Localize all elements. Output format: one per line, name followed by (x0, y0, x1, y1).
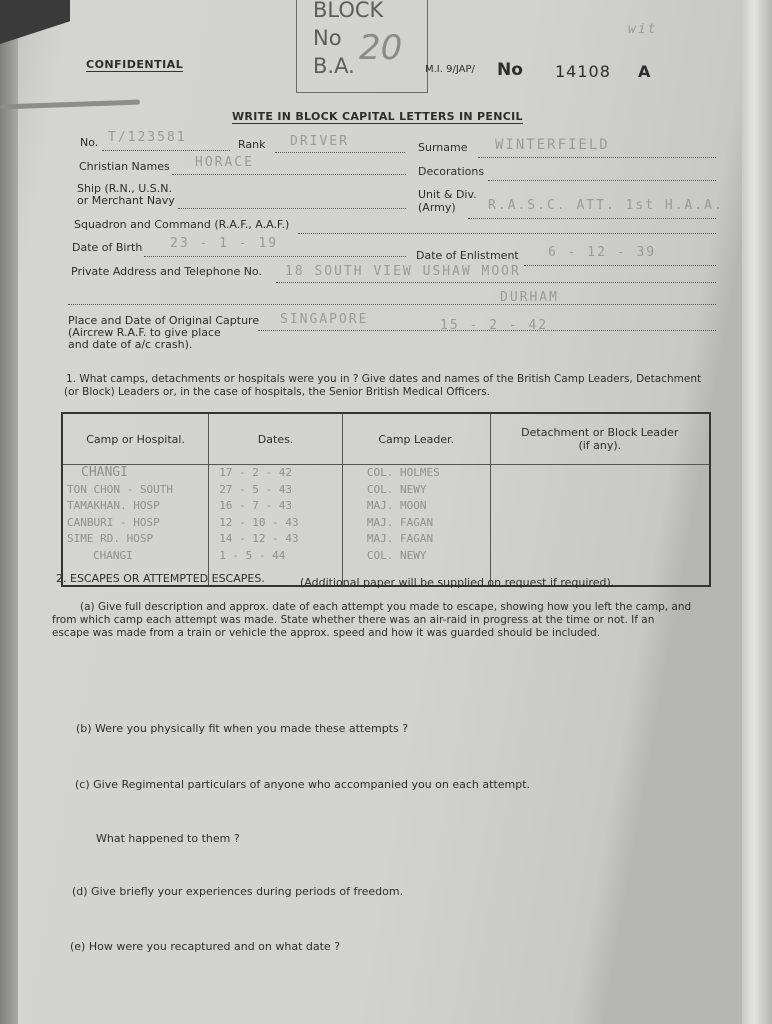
leader-entry: COL. HOLMES (366, 466, 440, 479)
camp-entry: SIME RD. HOSP (67, 532, 154, 545)
leader-entry: MAJ. FAGAN (366, 515, 434, 529)
stamp-line-2: No (313, 26, 342, 50)
unit-label-2: (Army) (418, 201, 456, 214)
page-edge (742, 0, 772, 1024)
date-entry: 16 - 7 - 43 (219, 499, 293, 512)
stamp-line-1: BLOCK (313, 0, 384, 22)
dates-column (209, 465, 343, 587)
detachment-column (490, 465, 710, 587)
date-entry: 1 - 5 - 44 (219, 548, 286, 562)
unit-value: R.A.S.C. ATT. 1st H.A.A. (488, 198, 724, 213)
binding-tape (0, 0, 70, 44)
capture-place: SINGAPORE (280, 312, 369, 327)
binder-shadow (0, 0, 18, 1024)
unit-label-1: Unit & Div. (418, 188, 477, 201)
question-2e: (e) How were you recaptured and on what date ? (70, 940, 341, 953)
serial-number: 14108 (555, 62, 611, 81)
capture-date: 15 - 2 - 42 (440, 318, 549, 333)
leader-entry: COL. NEWY (366, 482, 427, 496)
camp-entry: CHANGI (81, 465, 128, 480)
leader-entry: COL. NEWY (366, 548, 427, 562)
question-2a-line-1: (a) Give full description and approx. date of each attempt you made to escape, showing how you left the camp, and (80, 601, 692, 613)
binding-string (0, 100, 140, 110)
camp-column (62, 465, 209, 587)
dob-dotted-line (144, 256, 406, 257)
squadron-dotted-line (298, 233, 716, 234)
unit-dotted-line (468, 218, 716, 219)
camp-entry: CANBURI - HOSP (67, 515, 160, 529)
date-entry: 12 - 10 - 43 (219, 515, 299, 529)
question-2c-sub: What happened to them ? (96, 832, 240, 845)
ship-dotted-line (178, 208, 406, 209)
capture-label-2: (Aircrew R.A.F. to give place (68, 326, 221, 339)
form-code: M.I. 9/JAP/ (425, 64, 475, 75)
camp-entry: TON CHON - SOUTH (67, 482, 173, 496)
christian-names-value: HORACE (195, 155, 254, 170)
date-entry: 14 - 12 - 43 (219, 532, 299, 545)
leader-entry: MAJ. MOON (366, 499, 427, 512)
question-2d: (d) Give briefly your experiences during periods of freedom. (72, 885, 404, 898)
dob-value: 23 - 1 - 19 (170, 236, 279, 251)
leader-entry: MAJ. FAGAN (366, 532, 434, 545)
surname-value: WINTERFIELD (495, 137, 610, 153)
surname-label: Surname (418, 141, 468, 154)
enlistment-dotted-line (524, 265, 716, 266)
address-dotted-line-2 (68, 304, 716, 305)
corner-note: wit (628, 22, 658, 37)
leader-column (342, 465, 490, 587)
address-label: Private Address and Telephone No. (71, 265, 262, 278)
camp-entry: TAMAKHAN. HOSP (67, 499, 160, 512)
capture-label-3: and date of a/c crash). (68, 338, 193, 351)
decorations-dotted-line (488, 180, 716, 181)
enlistment-label: Date of Enlistment (416, 249, 519, 262)
header-dates: Dates. (209, 413, 343, 465)
rank-dotted-line (275, 152, 405, 153)
question-1-line-2: (or Block) Leaders or, in the case of hospitals, the Senior British Medical Officers. (64, 386, 491, 398)
question-2a-line-2: from which camp each attempt was made. State whether there was an air-raid in progress at the time or not. If an (52, 614, 655, 626)
no-label: No. (80, 136, 99, 149)
date-entry: 17 - 2 - 42 (219, 466, 293, 479)
camps-table (61, 412, 711, 587)
date-entry: 27 - 5 - 43 (219, 482, 293, 496)
question-2c: (c) Give Regimental particulars of anyone who accompanied you on each attempt. (75, 778, 531, 791)
question-1-line-1: 1. What camps, detachments or hospitals were you in ? Give dates and names of the British Camp Leaders, Detachment (66, 373, 702, 385)
header-detachment-leader: Detachment or Block Leader (if any). (490, 413, 710, 465)
camp-entry: CHANGI (93, 548, 133, 562)
header-camp: Camp or Hospital. (62, 413, 209, 465)
christian-names-label: Christian Names (79, 160, 170, 173)
block-stamp (296, 0, 428, 93)
rank-label: Rank (238, 138, 266, 151)
ship-label-1: Ship (R.N., U.S.N. (77, 182, 172, 195)
no-dotted-line (102, 150, 230, 151)
form-heading: WRITE IN BLOCK CAPITAL LETTERS IN PENCIL (232, 110, 523, 123)
decorations-label: Decorations (418, 165, 485, 178)
capture-label-1: Place and Date of Original Capture (68, 314, 260, 327)
dob-label: Date of Birth (72, 241, 143, 254)
christian-dotted-line (172, 174, 406, 175)
serial-suffix: A (638, 62, 651, 81)
number-symbol: No (497, 60, 523, 80)
enlistment-value: 6 - 12 - 39 (548, 245, 657, 260)
squadron-label: Squadron and Command (R.A.F., A.A.F.) (74, 218, 290, 231)
rank-value: DRIVER (290, 134, 349, 149)
address-line-1: 18 SOUTH VIEW USHAW MOOR (285, 264, 521, 279)
address-dotted-line-1 (276, 282, 716, 283)
header-camp-leader: Camp Leader. (342, 413, 490, 465)
ship-label-2: or Merchant Navy (77, 194, 175, 207)
no-value: T/123581 (108, 130, 187, 145)
question-2b: (b) Were you physically fit when you made these attempts ? (76, 722, 409, 735)
stamp-line-3: B.A. (313, 54, 355, 78)
question-2a-line-3: escape was made from a train or vehicle the approx. speed and how it was guarded should be included. (52, 627, 601, 639)
address-line-2: DURHAM (500, 290, 559, 305)
question-2-note: (Additional paper will be supplied on request if required). (300, 576, 615, 589)
surname-dotted-line (478, 157, 716, 158)
question-2-title: 2. ESCAPES OR ATTEMPTED ESCAPES. (56, 572, 265, 585)
stamp-handwritten-number: 20 (359, 28, 403, 68)
confidential-label: CONFIDENTIAL (86, 58, 184, 71)
